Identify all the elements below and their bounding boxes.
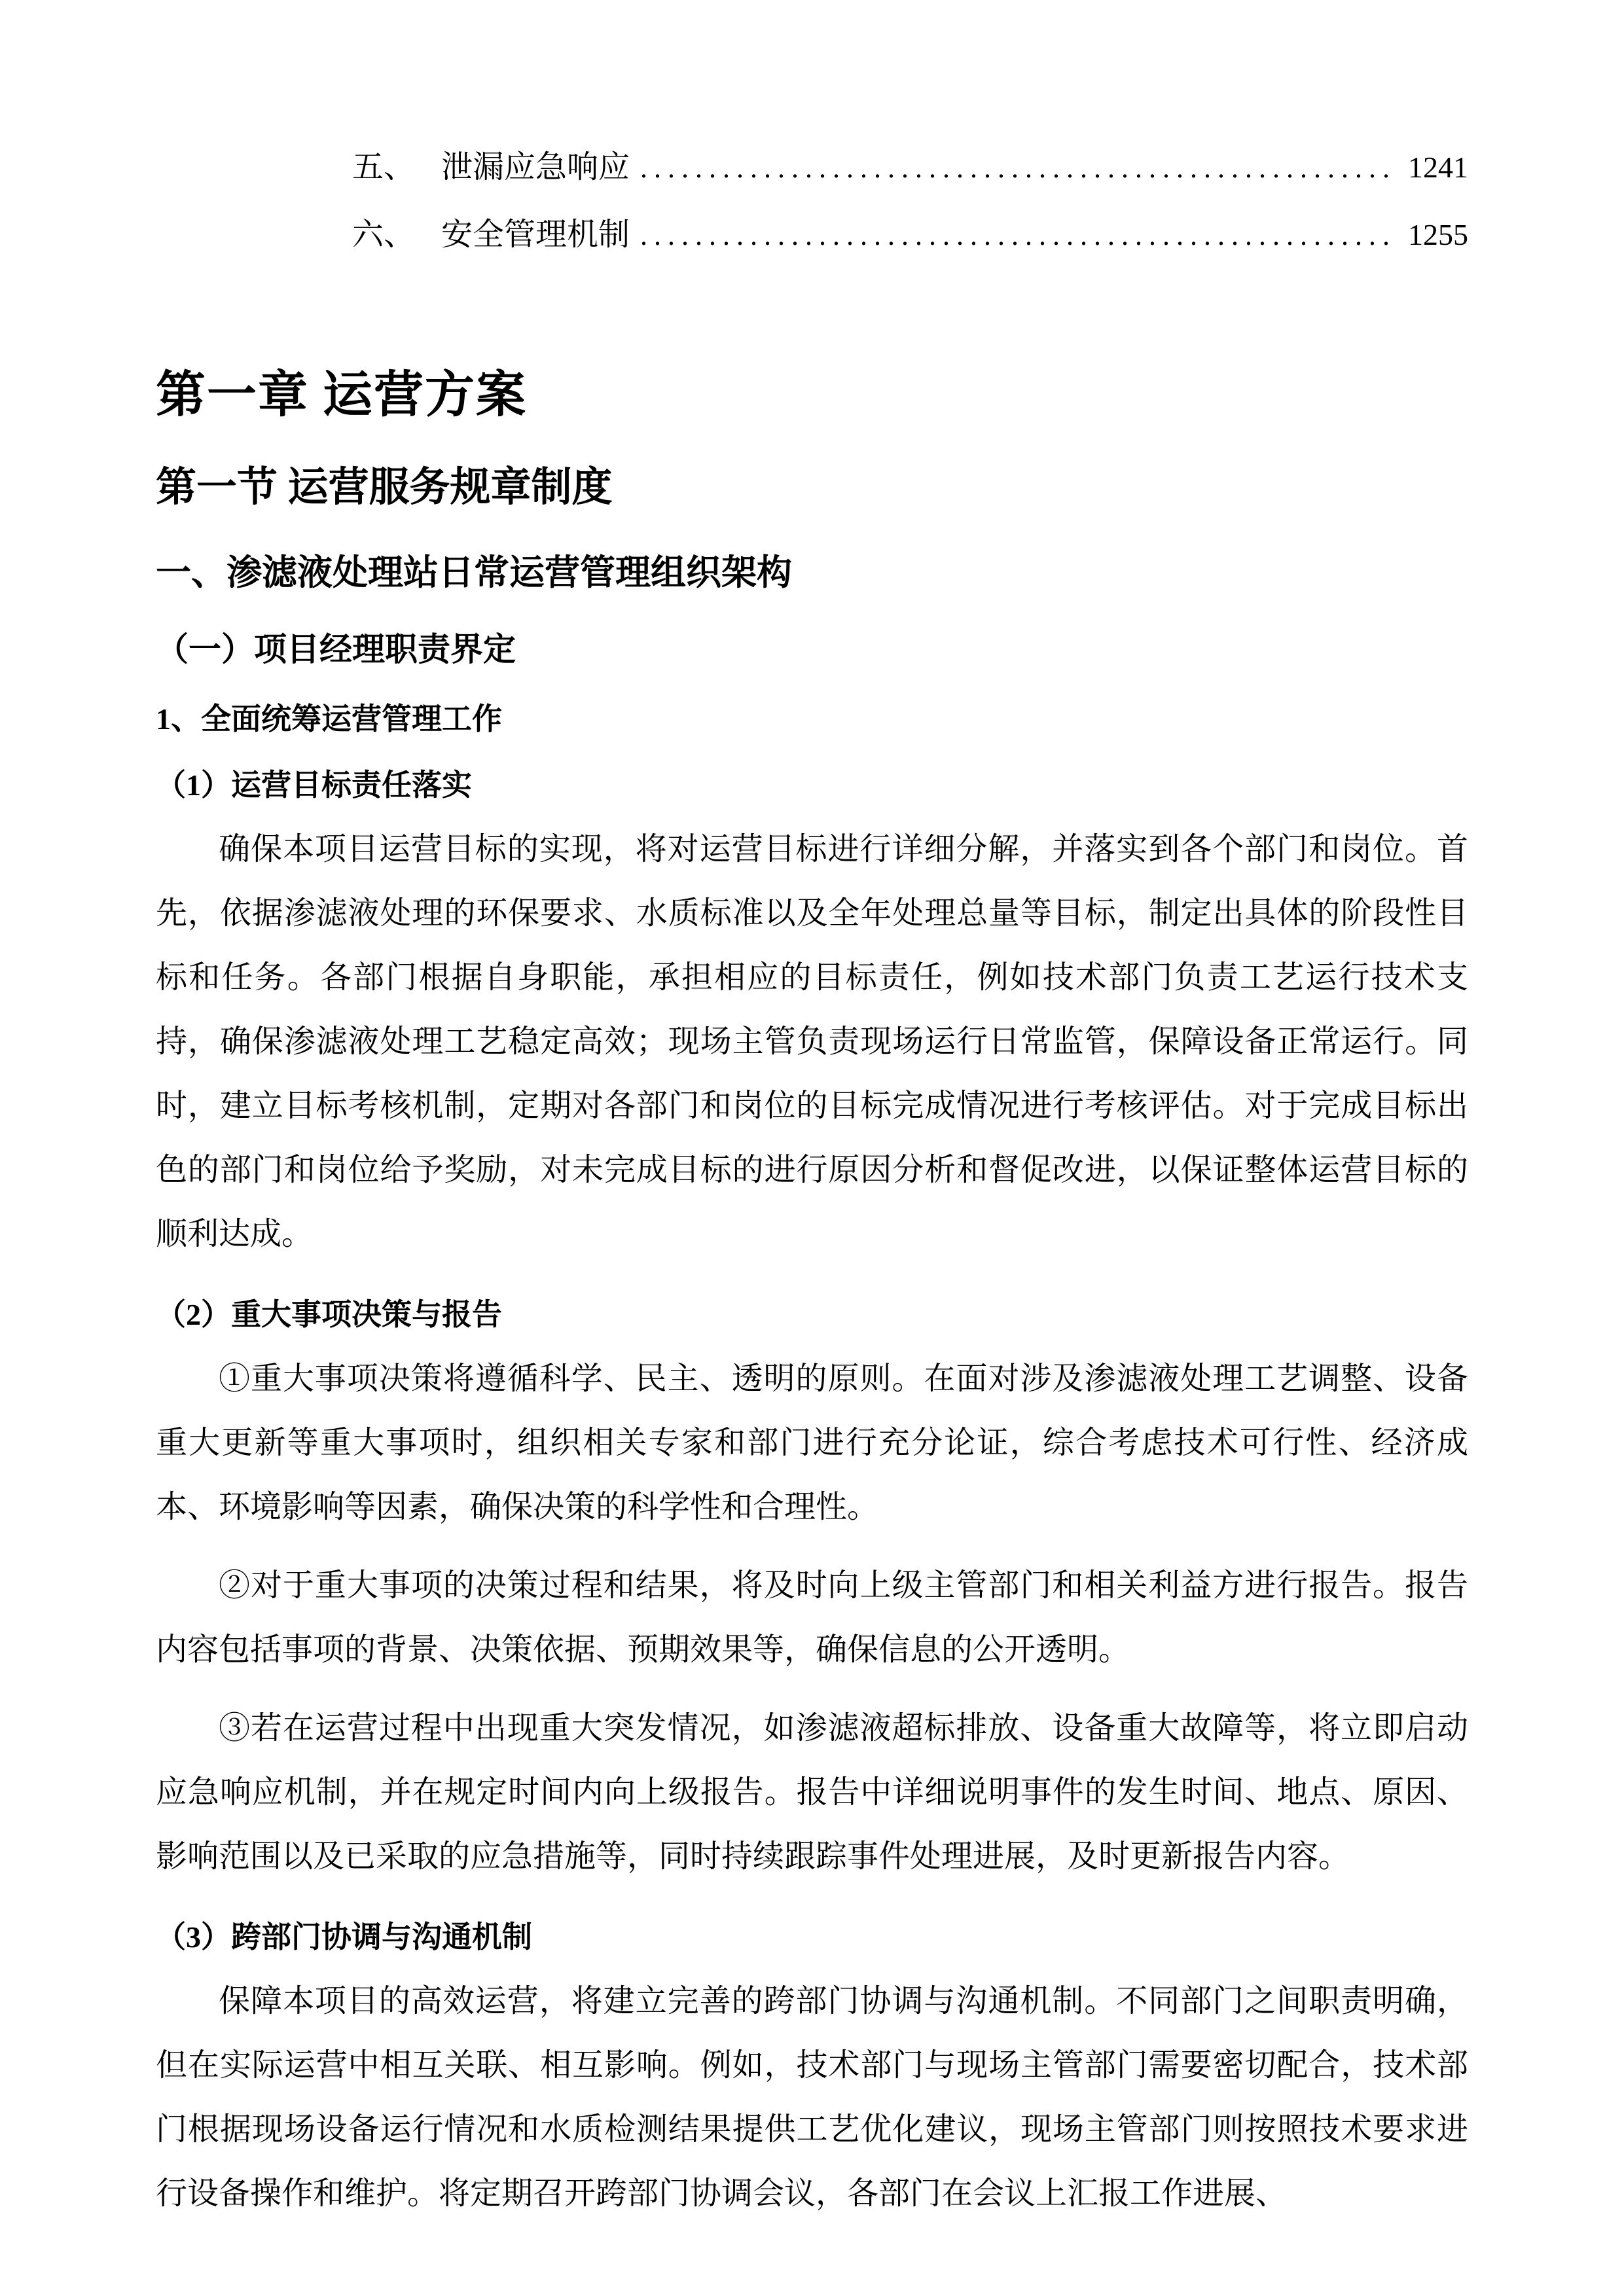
heading-level-6: （3）跨部门协调与沟通机制 <box>156 1920 532 1954</box>
table-of-contents <box>156 134 1468 269</box>
toc-page-number: 1241 <box>1408 151 1468 184</box>
body-paragraph: ②对于重大事项的决策过程和结果，将及时向上级主管部门和相关利益方进行报告。报告内容包括事项的背景、决策依据、预期效果等，确保信息的公开透明。 <box>156 1568 1468 1667</box>
toc-entry <box>352 202 1468 269</box>
toc-entry-number: 六、 <box>352 217 416 252</box>
chapter-heading: 第一章 运营方案 <box>156 368 527 423</box>
toc-dotted-leader <box>640 202 1398 269</box>
heading-level-3: 一、渗滤液处理站日常运营管理组织架构 <box>156 552 792 592</box>
toc-entry <box>352 134 1468 202</box>
body-paragraph: 确保本项目运营目标的实现，将对运营目标进行详细分解，并落实到各个部门和岗位。首先，依据渗滤液处理的环保要求、水质标准以及全年处理总量等目标，制定出具体的阶段性目标和任务。各部门根据自身职能，承担相应的目标责任，例如技术部门负责工艺运行技术支持，确保渗滤液处理工艺稳定高效；现场主管负责现场运行日常监管，保障设备正常运行。同时，建立目标考核机制，定期对各部门和岗位的目标完成情况进行考核评估。对于完成目标出色的部门和岗位给予奖励，对未完成目标的进行原因分析和督促改进，以保证整体运营目标的顺利达成。 <box>156 832 1468 1252</box>
heading-level-4: （一）项目经理职责界定 <box>156 630 516 668</box>
toc-entry-title: 安全管理机制 <box>441 217 630 252</box>
toc-entry-number: 五、 <box>352 150 416 185</box>
body-paragraph: 保障本项目的高效运营，将建立完善的跨部门协调与沟通机制。不同部门之间职责明确，但在实际运营中相互关联、相互影响。例如，技术部门与现场主管部门需要密切配合，技术部门根据现场设备运行情况和水质检测结果提供工艺优化建议，现场主管部门则按照技术要求进行设备操作和维护。将定期召开跨部门协调会议，各部门在会议上汇报工作进展、 <box>156 1983 1468 2211</box>
toc-entry-title: 泄漏应急响应 <box>441 150 630 185</box>
toc-dotted-leader <box>640 135 1398 202</box>
section-heading: 第一节 运营服务规章制度 <box>156 465 613 511</box>
body-paragraph: ③若在运营过程中出现重大突发情况，如渗滤液超标排放、设备重大故障等，将立即启动应急响应机制，并在规定时间内向上级报告。报告中详细说明事件的发生时间、地点、原因、影响范围以及已采取的应急措施等，同时持续跟踪事件处理进展，及时更新报告内容。 <box>156 1710 1468 1874</box>
heading-level-6: （2）重大事项决策与报告 <box>156 1298 502 1332</box>
heading-level-6: （1）运营目标责任落实 <box>156 768 472 802</box>
body-paragraph: ①重大事项决策将遵循科学、民主、透明的原则。在面对涉及渗滤液处理工艺调整、设备重大更新等重大事项时，组织相关专家和部门进行充分论证，综合考虑技术可行性、经济成本、环境影响等因素，确保决策的科学性和合理性。 <box>156 1361 1468 1524</box>
heading-level-5: 1、全面统筹运营管理工作 <box>156 702 502 736</box>
toc-page-number: 1255 <box>1408 218 1468 251</box>
